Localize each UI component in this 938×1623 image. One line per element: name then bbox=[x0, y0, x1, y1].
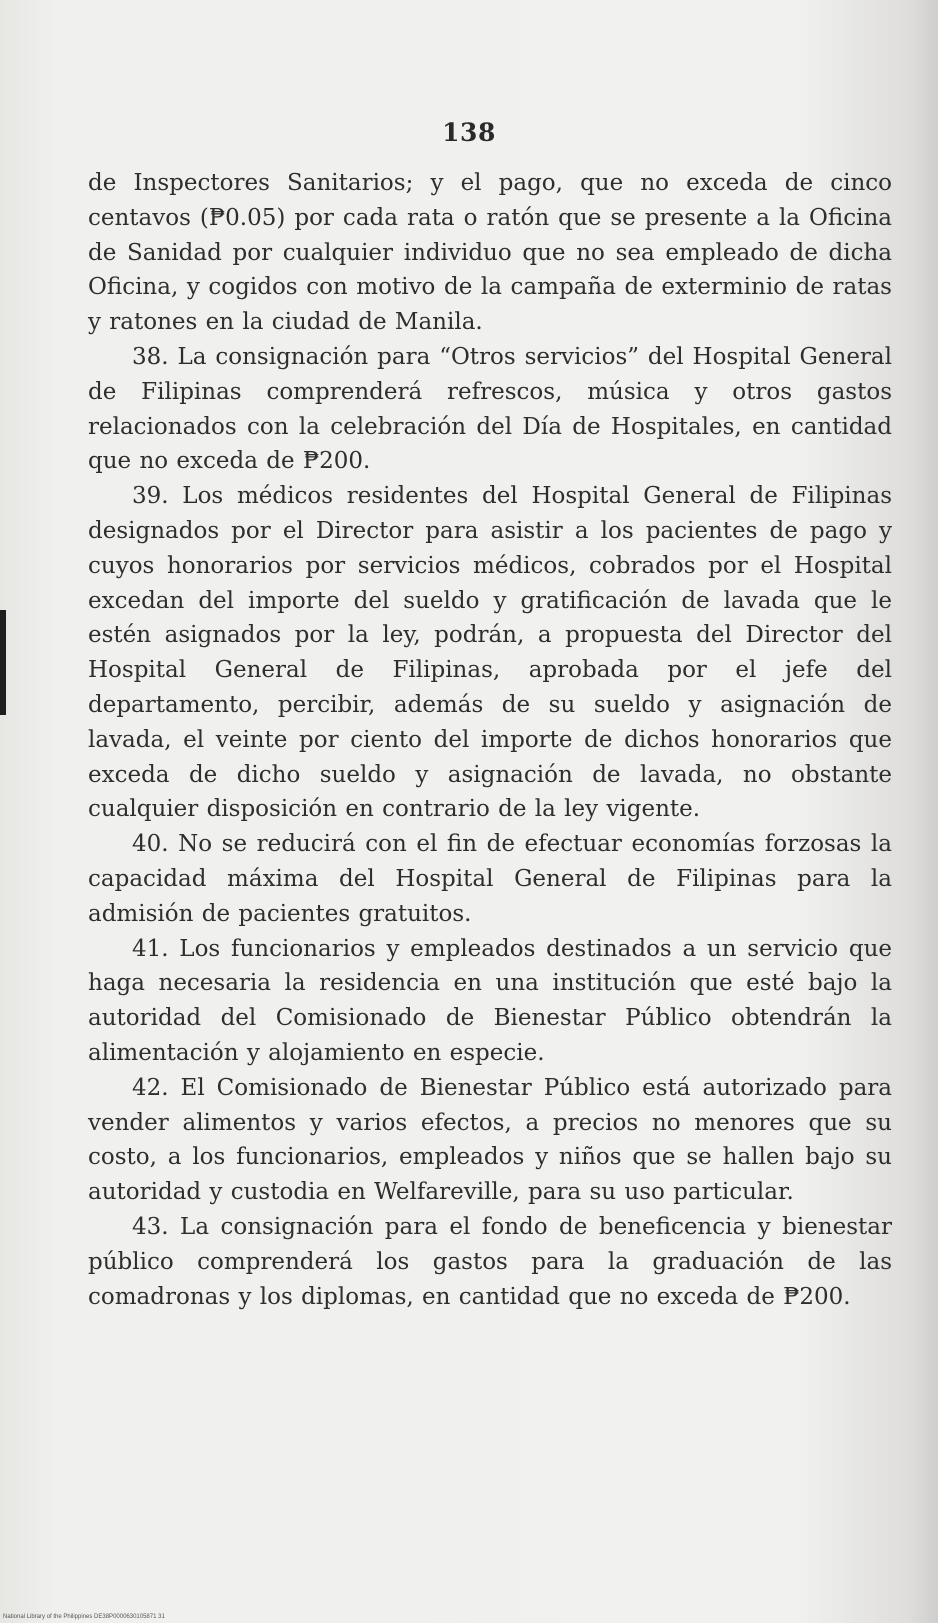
paragraph-43: 43. La consignación para el fondo de beneficencia y bienestar público comprenderá los gastos para la graduación de las comadronas y los diplomas, en cantidad que no exceda de ₱200. bbox=[88, 1213, 892, 1310]
scan-source-note: National Library of the Philippines DE38P0000630105871 31 bbox=[3, 1614, 165, 1620]
page-number: 138 bbox=[442, 118, 496, 147]
document-body bbox=[88, 166, 892, 1314]
paragraph-38: 38. La consignación para “Otros servicios” del Hospital General de Filipinas comprenderá refrescos, música y otros gastos relacionados con la celebración del Día de Hospitales, en cantidad que no exceda de ₱200. bbox=[88, 343, 892, 475]
paragraph-41: 41. Los funcionarios y empleados destinados a un servicio que haga necesaria la residencia en una institución que esté bajo la autoridad del Comisionado de Bienestar Público obtendrán la alimentación y alojamiento en especie. bbox=[88, 935, 892, 1066]
paragraph-continuation: de Inspectores Sanitarios; y el pago, que no exceda de cinco centavos (₱0.05) por cada rata o ratón que se presente a la Oficina de Sanidad por cualquier individuo que no sea empleado de dicha Oficina, y cogidos con motivo de la campaña de exterminio de ratas y ratones en la ciudad de Manila. bbox=[88, 170, 892, 336]
paragraph-40: 40. No se reducirá con el fin de efectuar economías forzosas la capacidad máxima del Hospital General de Filipinas para la admisión de pacientes gratuitos. bbox=[88, 831, 892, 927]
paragraph-39: 39. Los médicos residentes del Hospital General de Filipinas designados por el Director para asistir a los pacientes de pago y cuyos honorarios por servicios médicos, cobrados por el Hospital excedan del importe del sueldo y gratificación de lavada que le estén asignados por la ley, podrán, a propuesta del Director del Hospital General de Filipinas, aprobada por el jefe del departamento, percibir, además de su sueldo y asignación de lavada, el veinte por ciento del importe de dichos honorarios que exceda de dicho sueldo y asignación de lavada, no obstante cualquier disposición en contrario de la ley vigente. bbox=[88, 483, 892, 823]
binding-shadow bbox=[0, 610, 6, 715]
paragraph-42: 42. El Comisionado de Bienestar Público está autorizado para vender alimentos y varios efectos, a precios no menores que su costo, a los funcionarios, empleados y niños que se hallen bajo su autoridad y custodia en Welfareville, para su uso particular. bbox=[88, 1074, 892, 1206]
